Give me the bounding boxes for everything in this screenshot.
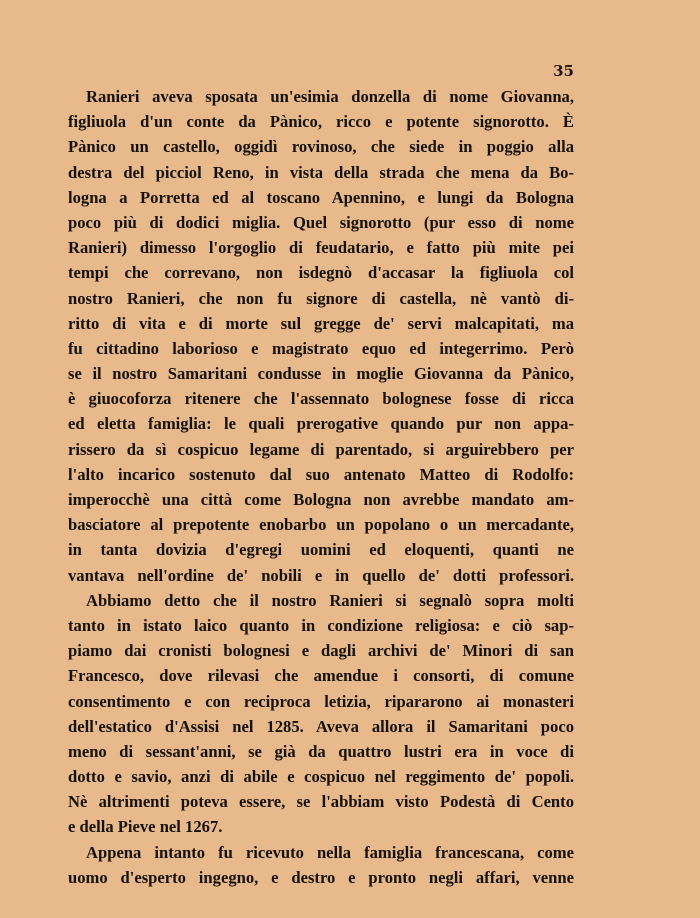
text-line: in tanta dovizia d'egregi uomini ed eloquenti, quanti ne	[68, 540, 574, 560]
body-text	[68, 84, 574, 890]
text-line: l'alto incarico sostenuto dal suo antenato Matteo di Rodolfo:	[68, 464, 574, 484]
text-line: è giuocoforza ritenere che l'assennato bolognese fosse di ricca	[68, 389, 574, 409]
text-line: Ranieri aveva sposata un'esimia donzella di nome Giovanna,	[86, 87, 574, 106]
text-line: rissero da sì cospicuo legame di parentado, si arguirebbero per	[68, 439, 574, 459]
text-line: Francesco, dove rilevasi che amendue i consorti, di comune	[68, 666, 574, 686]
text-line: dell'estatico d'Assisi nel 1285. Aveva allora il Samaritani poco	[68, 716, 574, 736]
text-line: destra del picciol Reno, in vista della strada che mena da Bo-	[68, 162, 574, 182]
page-number: 35	[553, 62, 574, 80]
text-line: e della Pieve nel 1267.	[68, 817, 223, 837]
text-line: logna a Porretta ed al toscano Apennino, e lungi da Bologna	[68, 187, 574, 207]
text-line: Nè altrimenti poteva essere, se l'abbiam visto Podestà di Cento	[68, 792, 574, 812]
text-line: consentimento e con reciproca letizia, ripararono ai monasteri	[68, 691, 574, 711]
text-line: ritto di vita e di morte sul gregge de' servi malcapitati, ma	[68, 313, 574, 333]
text-line: poco più di dodici miglia. Quel signorotto (pur esso di nome	[68, 212, 574, 232]
text-line: fu cittadino laborioso e magistrato equo ed integerrimo. Però	[68, 338, 574, 358]
text-line: meno di sessant'anni, se già da quattro lustri era in voce di	[68, 741, 574, 761]
text-line: se il nostro Samaritani condusse in moglie Giovanna da Pànico,	[68, 364, 574, 384]
text-line: basciatore al prepotente enobarbo un popolano o un mercadante,	[68, 515, 574, 535]
text-line: uomo d'esperto ingegno, e destro e pronto negli affari, venne	[68, 867, 574, 887]
text-line: Abbiamo detto che il nostro Ranieri si segnalò sopra molti	[86, 590, 574, 610]
text-line: tanto in istato laico quanto in condizione religiosa: e ciò sap-	[68, 615, 574, 635]
text-line: Ranieri) dimesso l'orgoglio di feudatario, e fatto più mite pei	[68, 238, 574, 258]
text-line: nostro Ranieri, che non fu signore di castella, nè vantò di-	[68, 288, 574, 308]
text-line: imperocchè una città come Bologna non avrebbe mandato am-	[68, 490, 574, 509]
text-line: piamo dai cronisti bolognesi e dagli archivi de' Minori di san	[68, 641, 574, 661]
text-line: tempi che correvano, non isdegnò d'accasar la figliuola col	[68, 263, 574, 283]
text-line: Pànico un castello, oggidì rovinoso, che siede in poggio alla	[68, 137, 574, 157]
text-line: ed eletta famiglia: le quali prerogative quando pur non appa-	[68, 414, 574, 434]
text-line: Appena intanto fu ricevuto nella famiglia francescana, come	[86, 842, 574, 862]
text-line: dotto e savio, anzi di abile e cospicuo nel reggimento de' popoli.	[68, 767, 574, 787]
text-line: figliuola d'un conte da Pànico, ricco e potente signorotto. È	[68, 112, 574, 132]
text-line: vantava nell'ordine de' nobili e in quello de' dotti professori.	[68, 565, 574, 585]
